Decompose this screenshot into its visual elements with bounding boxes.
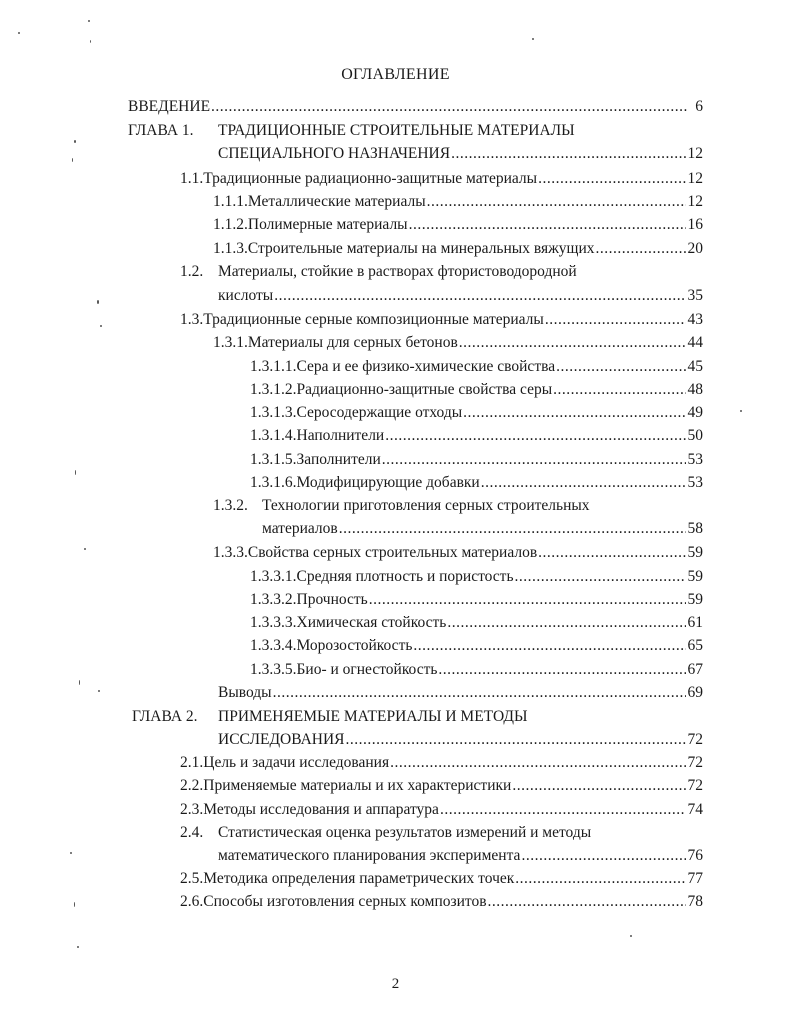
- toc-entry-text: Статистическая оценка результатов измерений и методы: [218, 824, 592, 841]
- toc-entry-1-3-3-2[interactable]: [250, 587, 703, 610]
- toc-entry-number: ГЛАВА 2.: [132, 708, 198, 725]
- leader-dots: [545, 310, 686, 330]
- toc-entry-number: 1.3.2.: [213, 497, 248, 514]
- toc-entry-text: Металлические материалы: [247, 193, 426, 210]
- toc-entry-1-2-cont[interactable]: [218, 283, 703, 306]
- toc-entry-text: Выводы: [218, 684, 272, 701]
- toc-entry-conclusions[interactable]: [218, 680, 703, 703]
- toc-entry-page: 76: [687, 847, 703, 864]
- leader-dots: [459, 333, 686, 353]
- toc-entry-number: 1.3.1.3.: [250, 404, 297, 421]
- toc-entry-text: Применяемые материалы и их характеристики: [203, 777, 512, 794]
- toc-entry-text: Традиционные радиационно-защитные материалы: [203, 170, 538, 187]
- toc-entry-number: 1.3.1.5.: [250, 451, 297, 468]
- toc-entry-text: Цель и задачи исследования: [203, 754, 390, 771]
- leader-dots: [481, 473, 686, 493]
- toc-entry-text: Материалы для серных бетонов: [247, 334, 458, 351]
- toc-entry-text: Традиционные серные композиционные материалы: [203, 311, 544, 328]
- toc-entry-text: Заполнители: [296, 451, 381, 468]
- toc-entry-text: Средняя плотность и пористость: [296, 568, 514, 585]
- toc-entry-text: Модифицирующие добавки: [296, 474, 480, 491]
- toc-entry-1-3-1-6[interactable]: [250, 470, 703, 493]
- toc-entry-number: 1.3.3.4.: [250, 637, 297, 654]
- toc-entry-1-3-2-cont[interactable]: [262, 516, 703, 539]
- toc-entry-page: 65: [687, 637, 703, 654]
- toc-entry-1-1[interactable]: [180, 166, 703, 189]
- toc-entry-page: 59: [687, 591, 703, 608]
- toc-entry-number: 1.3.3.2.: [250, 591, 297, 608]
- toc-entry-number: 1.3.1.4.: [250, 427, 297, 444]
- toc-entry-text: Сера и ее физико-химические свойства: [296, 358, 556, 375]
- toc-entry-number: 2.4.: [180, 824, 204, 841]
- toc-entry-chapter-2[interactable]: [132, 704, 612, 727]
- toc-entry-page: 72: [687, 754, 703, 771]
- toc-entry-text: Способы изготовления серных композитов: [203, 893, 487, 910]
- leader-dots: [390, 753, 685, 773]
- toc-entry-page: 6: [695, 98, 703, 115]
- toc-entry-text: ПРИМЕНЯЕМЫЕ МАТЕРИАЛЫ И МЕТОДЫ: [218, 708, 528, 725]
- toc-entry-1-3-3[interactable]: [213, 540, 703, 563]
- toc-entry-page: 45: [687, 358, 703, 375]
- toc-entry-text: Радиационно-защитные свойства серы: [296, 381, 553, 398]
- toc-entry-page: 69: [687, 684, 703, 701]
- toc-entry-page: 12: [687, 193, 703, 210]
- toc-entry-1-3-2[interactable]: [213, 493, 633, 516]
- toc-entry-1-3-1-5[interactable]: [250, 447, 703, 470]
- leader-dots: [488, 892, 686, 912]
- toc-entry-1-1-2[interactable]: [213, 212, 703, 235]
- toc-entry-page: 12: [687, 170, 703, 187]
- toc-entry-2-2[interactable]: [180, 773, 703, 796]
- leader-dots: [553, 380, 685, 400]
- leader-dots: [556, 357, 685, 377]
- leader-dots: [538, 543, 685, 563]
- toc-entry-page: 58: [687, 520, 703, 537]
- toc-entry-number: 1.1.3.: [213, 240, 248, 257]
- toc-entry-2-5[interactable]: [180, 866, 703, 889]
- toc-entry-1-3-1[interactable]: [213, 330, 703, 353]
- toc-entry-number: 1.3.1.2.: [250, 381, 297, 398]
- toc-entry-text: Технологии приготовления серных строительных: [262, 497, 590, 514]
- toc-entry-text: Методы исследования и аппаратура: [203, 801, 439, 818]
- toc-entry-number: 1.1.2.: [213, 216, 248, 233]
- toc-entry-introduction[interactable]: [128, 94, 703, 117]
- leader-dots: [274, 286, 685, 306]
- toc-entry-page: 61: [687, 614, 703, 631]
- toc-entry-text-cont: кислоты: [218, 287, 274, 304]
- toc-entry-text: Морозостойкость: [296, 637, 413, 654]
- toc-entry-number: 2.2.: [180, 777, 204, 794]
- toc-entry-1-2[interactable]: [180, 259, 620, 282]
- leader-dots: [339, 519, 686, 539]
- toc-entry-1-3-3-4[interactable]: [250, 633, 703, 656]
- toc-entry-text: Методика определения параметрических точек: [203, 870, 515, 887]
- toc-entry-number: 1.3.1.1.: [250, 358, 297, 375]
- toc-entry-1-3-1-2[interactable]: [250, 377, 703, 400]
- toc-entry-2-6[interactable]: [180, 889, 703, 912]
- toc-entry-page: 77: [687, 870, 703, 887]
- toc-entry-page: 53: [687, 451, 703, 468]
- toc-entry-chapter-2-cont[interactable]: [218, 727, 703, 750]
- toc-entry-number: 2.5.: [180, 870, 204, 887]
- toc-entry-number: 1.3.: [180, 311, 204, 328]
- toc-entry-page: 74: [687, 801, 703, 818]
- leader-dots: [512, 776, 685, 796]
- toc-entry-text: Строительные материалы на минеральных вяжущих: [247, 240, 595, 257]
- leader-dots: [211, 97, 687, 117]
- toc-entry-number: 1.1.: [180, 170, 204, 187]
- toc-entry-chapter-1-cont[interactable]: [218, 141, 703, 164]
- toc-entry-text: Био- и огнестойкость: [296, 661, 438, 678]
- toc-entry-1-3[interactable]: [180, 307, 703, 330]
- toc-entry-text-cont: материалов: [262, 520, 338, 537]
- toc-entry-number: 2.1.: [180, 754, 204, 771]
- toc-entry-1-3-3-3[interactable]: [250, 610, 703, 633]
- toc-entry-page: 59: [687, 544, 703, 561]
- toc-entry-1-1-1[interactable]: [213, 189, 703, 212]
- toc-entry-number: 1.3.1.6.: [250, 474, 297, 491]
- leader-dots: [409, 215, 686, 235]
- toc-entry-page: 12: [687, 145, 703, 162]
- leader-dots: [427, 192, 686, 212]
- leader-dots: [596, 239, 686, 259]
- leader-dots: [273, 683, 686, 703]
- leader-dots: [413, 636, 685, 656]
- toc-entry-page: 48: [687, 381, 703, 398]
- toc-entry-text: ВВЕДЕНИЕ: [128, 98, 211, 115]
- toc-entry-page: 72: [687, 777, 703, 794]
- toc-entry-2-4[interactable]: [180, 820, 640, 843]
- toc-entry-page: 50: [687, 427, 703, 444]
- toc-entry-1-3-1-4[interactable]: [250, 423, 703, 446]
- toc-title: ОГЛАВЛЕНИЕ: [341, 66, 450, 83]
- leader-dots: [438, 660, 685, 680]
- toc-entry-number: 1.3.3.5.: [250, 661, 297, 678]
- toc-entry-number: 2.3.: [180, 801, 204, 818]
- leader-dots: [515, 567, 686, 587]
- toc-entry-2-4-cont[interactable]: [218, 843, 703, 866]
- toc-entry-chapter-1[interactable]: [128, 118, 608, 141]
- toc-entry-1-1-3[interactable]: [213, 236, 703, 259]
- page-number: 2: [391, 976, 400, 992]
- toc-entry-text: ТРАДИЦИОННЫЕ СТРОИТЕЛЬНЫЕ МАТЕРИАЛЫ: [218, 122, 575, 139]
- toc-entry-page: 16: [687, 216, 703, 233]
- toc-entry-1-3-3-1[interactable]: [250, 564, 703, 587]
- toc-entry-page: 53: [687, 474, 703, 491]
- toc-entry-1-3-3-5[interactable]: [250, 657, 703, 680]
- toc-entry-number: 2.6.: [180, 893, 204, 910]
- toc-entry-text-cont: СПЕЦИАЛЬНОГО НАЗНАЧЕНИЯ: [218, 145, 451, 162]
- toc-entry-2-1[interactable]: [180, 750, 703, 773]
- toc-entry-text: Полимерные материалы: [247, 216, 408, 233]
- toc-entry-number: 1.3.3.1.: [250, 568, 297, 585]
- leader-dots: [369, 590, 686, 610]
- toc-entry-number: 1.2.: [180, 263, 204, 280]
- leader-dots: [538, 169, 685, 189]
- leader-dots: [346, 730, 686, 750]
- toc-entry-text-cont: математического планирования эксперимента: [218, 847, 521, 864]
- toc-entry-page: 59: [687, 568, 703, 585]
- toc-entry-text: Химическая стойкость: [296, 614, 447, 631]
- toc-entry-page: 43: [687, 311, 703, 328]
- toc-entry-text: Материалы, стойкие в растворах фтористоводородной: [218, 263, 577, 280]
- leader-dots: [440, 800, 686, 820]
- toc-entry-page: 72: [687, 731, 703, 748]
- toc-entry-number: ГЛАВА 1.: [128, 122, 194, 139]
- toc-entry-text: Серосодержащие отходы: [296, 404, 463, 421]
- leader-dots: [463, 403, 685, 423]
- toc-entry-page: 44: [687, 334, 703, 351]
- leader-dots: [385, 426, 685, 446]
- toc-entry-text: Прочность: [296, 591, 368, 608]
- leader-dots: [451, 144, 685, 164]
- toc-entry-text-cont: ИССЛЕДОВАНИЯ: [218, 731, 345, 748]
- toc-entry-page: 78: [687, 893, 703, 910]
- toc-entry-text: Наполнители: [296, 427, 385, 444]
- toc-entry-page: 49: [687, 404, 703, 421]
- leader-dots: [515, 869, 685, 889]
- leader-dots: [521, 846, 685, 866]
- toc-entry-text: Свойства серных строительных материалов: [247, 544, 538, 561]
- leader-dots: [382, 450, 686, 470]
- toc-entry-page: 20: [687, 240, 703, 257]
- toc-entry-number: 1.1.1.: [213, 193, 248, 210]
- toc-entry-number: 1.3.3.: [213, 544, 248, 561]
- toc-entry-number: 1.3.1.: [213, 334, 248, 351]
- toc-entry-page: 35: [687, 287, 703, 304]
- toc-entry-2-3[interactable]: [180, 797, 703, 820]
- leader-dots: [447, 613, 685, 633]
- toc-entry-number: 1.3.3.3.: [250, 614, 297, 631]
- toc-entry-1-3-1-3[interactable]: [250, 400, 703, 423]
- toc-entry-1-3-1-1[interactable]: [250, 354, 703, 377]
- toc-entry-page: 67: [687, 661, 703, 678]
